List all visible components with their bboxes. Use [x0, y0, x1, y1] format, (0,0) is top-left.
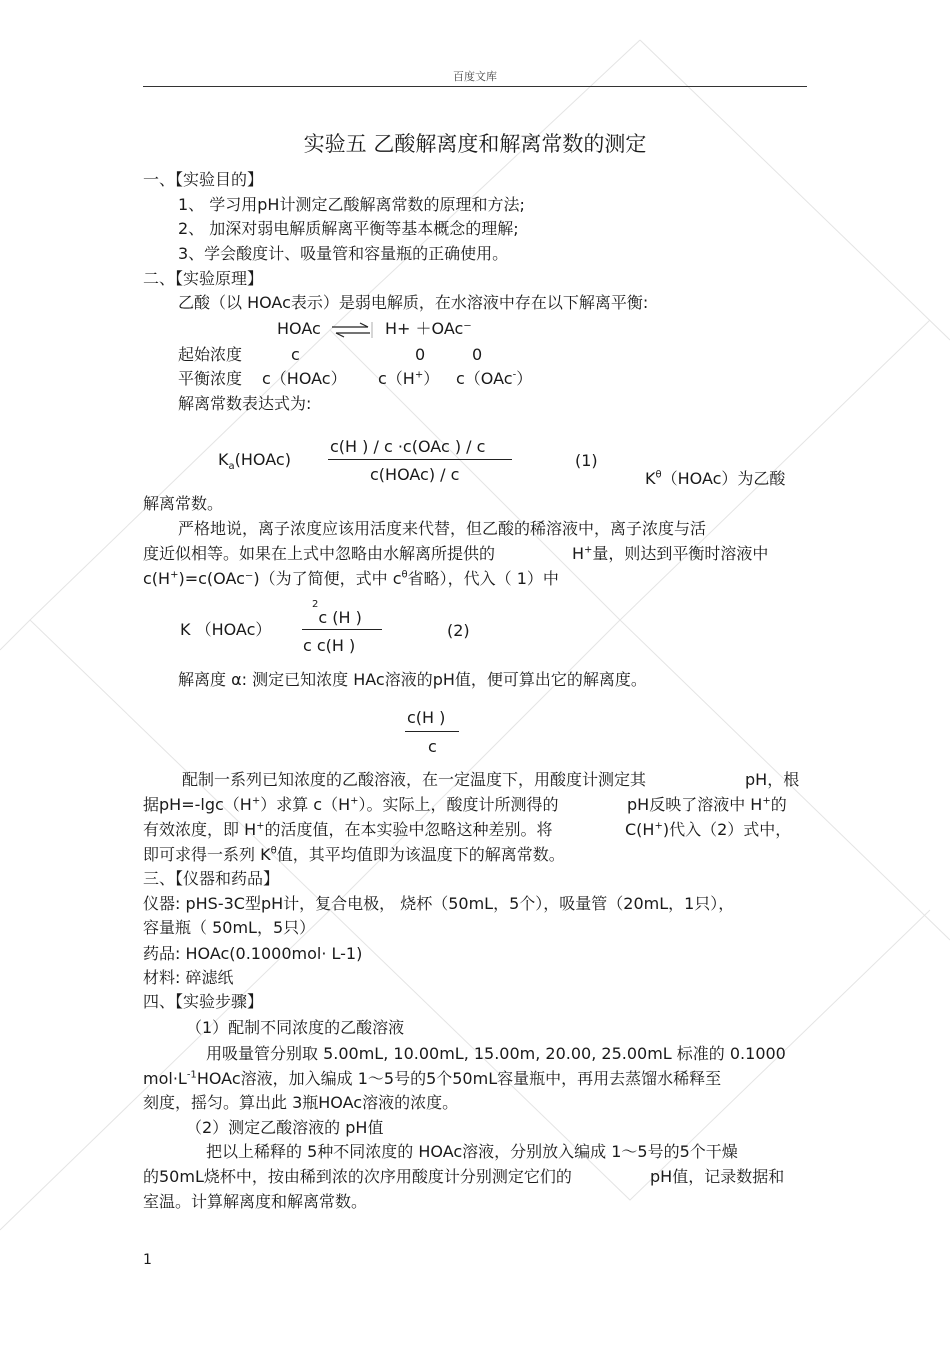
paragraph: 药品: HOAc(0.1000mol· L-1): [143, 944, 363, 963]
step-2-title: （2）测定乙酸溶液的 pH值: [186, 1118, 384, 1137]
formula-1-note: $K^\theta(HOAc)$为乙酸: [645, 469, 786, 488]
paragraph: $mol\cdot L^{-1}HOAc$溶液，加入编成 1～5号的5个50mL容量瓶中，再用去蒸馏水稀释至: [143, 1069, 722, 1088]
paragraph: 解离常数。: [143, 494, 224, 513]
formula-3-denominator: c: [428, 737, 437, 756]
paragraph: 刻度，摇匀。算出此 3瓶HOAc溶液的浓度。: [143, 1093, 459, 1112]
section-3-heading: 三、【仪器和药品】: [143, 869, 280, 888]
paragraph: 仪器: pHS-3C型pH计，复合电极， 烧杯（50mL，5个），吸量管（20mL，1只），: [143, 894, 735, 913]
paragraph: 用吸量管分别取 5.00mL, 10.00mL, 15.00m, 20.00, 25.00mL 标准的 0.1000: [206, 1044, 786, 1063]
expression-label: 解离常数表达式为:: [178, 394, 312, 413]
section-2-heading: 二、【实验原理】: [143, 269, 264, 288]
page-number: 1: [143, 1252, 152, 1268]
page-header: 百度文库: [453, 70, 497, 83]
paragraph: 的50mL烧杯中，按由稀到浓的次序用酸度计分别测定它们的: [143, 1167, 572, 1186]
list-item: 1、 学习用pH计测定乙酸解离常数的原理和方法;: [178, 195, 525, 214]
formula-1-left: $K_a(HOAc)$: [218, 450, 291, 473]
initial-c: c: [291, 345, 300, 364]
formula-2-numerator: $^2$c (H ): [312, 598, 362, 627]
formula-3-numerator: c(H ): [407, 708, 446, 727]
paragraph: 度近似相等。如果在上式中忽略由水解离所提供的: [143, 544, 496, 563]
step-1-title: （1）配制不同浓度的乙酸溶液: [186, 1018, 405, 1037]
paragraph: 有效浓度，即 H+的活度值，在本实验中忽略这种差别。将: [143, 820, 553, 839]
formula-1-numerator: c(H ) / c ·c(OAc ) / c: [330, 437, 486, 456]
paragraph: 解离度 α: 测定已知浓度 HAc溶液的pH值，便可算出它的解离度。: [178, 670, 647, 689]
section-4-heading: 四、【实验步骤】: [143, 992, 264, 1011]
paragraph: 即可求得一系列 $K^\theta$值，其平均值即为该温度下的解离常数。: [143, 845, 565, 864]
initial-zero: 0: [415, 345, 426, 364]
formula-1-number: (1): [575, 451, 598, 470]
paragraph: 严格地说，离子浓度应该用活度来代替，但乙酸的稀溶液中，离子浓度与活: [178, 519, 707, 538]
list-item: 2、 加深对弱电解质解离平衡等基本概念的理解;: [178, 219, 519, 238]
equilibrium-oac: c（OAc-）: [456, 369, 533, 388]
formula-1-denominator: c(HOAc) / c: [370, 465, 460, 484]
paragraph: 容量瓶（ 50mL，5只）: [143, 918, 316, 937]
paragraph: pH值，记录数据和: [650, 1167, 785, 1186]
paragraph: pH反映了溶液中 H+的: [627, 795, 787, 814]
paragraph: 乙酸（以 HOAc表示）是弱电解质，在水溶液中存在以下解离平衡:: [178, 293, 649, 312]
equation-right: H+ ＋OAc⁻: [385, 319, 472, 338]
paragraph: 材料: 碎滤纸: [143, 968, 234, 987]
paragraph: pH，根: [745, 770, 800, 789]
equation-left: HOAc: [277, 319, 321, 338]
formula-2-fraction-line: [302, 629, 382, 630]
formula-3-fraction-line: [405, 731, 459, 732]
initial-zero: 0: [472, 345, 483, 364]
formula-2-number: (2): [447, 621, 470, 640]
formula-2-left: K （HOAc）: [180, 620, 272, 639]
paragraph: 配制一系列已知浓度的乙酸溶液，在一定温度下，用酸度计测定其: [182, 770, 647, 789]
page-title: 实验五 乙酸解离度和解离常数的测定: [303, 132, 647, 156]
formula-2-denominator: c c(H ): [303, 636, 356, 655]
paragraph: c(H+)=c(OAc⁻)（为了简便，式中 $c^\theta$省略），代入（ 1）中: [143, 569, 559, 588]
equilibrium-h: c（H+）: [378, 369, 440, 388]
equilibrium-arrow-icon: [330, 322, 374, 338]
paragraph: 据pH=-lgc（H+）求算 c（H+）。实际上，酸度计所测得的: [143, 795, 559, 814]
formula-1-fraction-line: [328, 459, 512, 460]
paragraph: 室温。计算解离度和解离常数。: [143, 1192, 368, 1211]
paragraph: 把以上稀释的 5种不同浓度的 HOAc溶液，分别放入编成 1～5号的5个干燥: [206, 1142, 738, 1161]
header-rule: [143, 86, 807, 87]
section-1-heading: 一、【实验目的】: [143, 170, 264, 189]
initial-label: 起始浓度: [178, 345, 243, 364]
list-item: 3、学会酸度计、吸量管和容量瓶的正确使用。: [178, 244, 509, 263]
equilibrium-hoac: c（HOAc）: [262, 369, 347, 388]
paragraph: C(H+)代入（2）式中，: [625, 820, 792, 839]
equilibrium-label: 平衡浓度: [178, 369, 243, 388]
paragraph: H+量，则达到平衡时溶液中: [572, 544, 769, 563]
